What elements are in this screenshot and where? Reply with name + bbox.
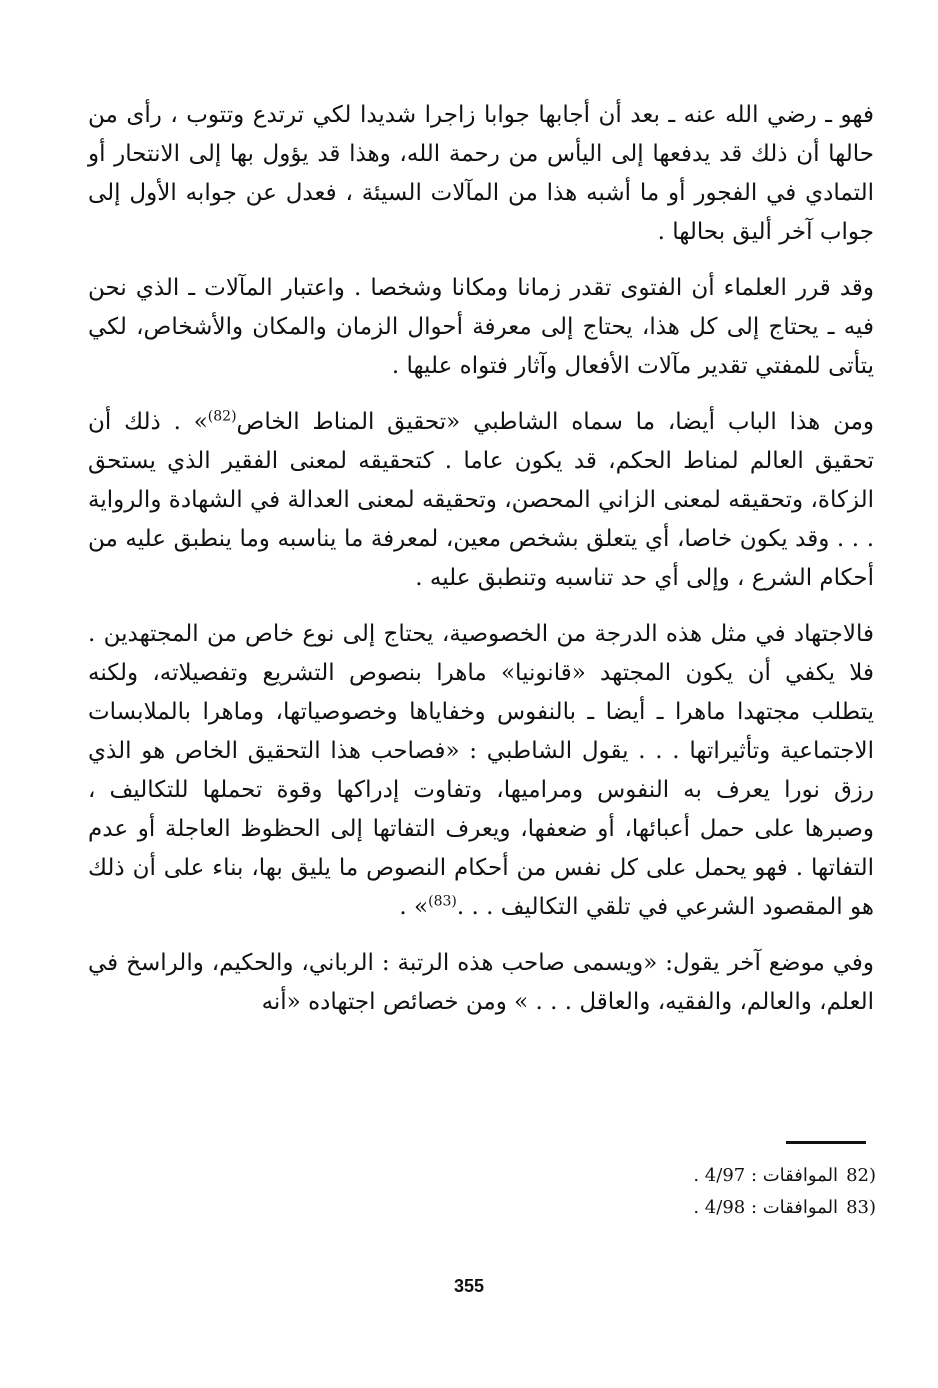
paragraph-5: وفي موضع آخر يقول: «ويسمى صاحب هذه الرتبة : الرباني، والحكيم، والراسخ في العلم، والعالم، والفقيه، والعاقل . . . » ومن خصائص اجتهاده «أنه: [88, 950, 874, 1015]
page-number: 355: [453, 1276, 485, 1296]
footnote-83: [500, 1192, 876, 1224]
paragraph-2: وقد قرر العلماء أن الفتوى تقدر زمانا ومكانا وشخصا . واعتبار المآلات ـ الذي نحن فيه ـ يحتاج إلى كل هذا، يحتاج إلى معرفة أحوال الزمان والمكان والأشخاص، لكي يتأتى للمفتي تقدير مآلات الأفعال وآثار فتواه عليها .: [88, 275, 874, 379]
paragraph-1: فهو ـ رضي الله عنه ـ بعد أن أجابها جوابا زاجرا شديدا لكي ترتدع وتتوب ، رأى من حالها أن ذلك قد يدفعها إلى اليأس من رحمة الله، وهذا قد يؤول بها إلى الانتحار أو التمادي في الفجور أو ما أشبه هذا من المآلات السيئة ، فعدل عن جوابه الأول إلى جواب آخر أليق بحالها .: [88, 102, 874, 245]
footnote-number: 82): [846, 1165, 876, 1186]
footnote-number: 83): [846, 1197, 876, 1218]
footnote-ref-83: (83): [428, 893, 457, 910]
footnote-82: [500, 1160, 876, 1192]
footnote-text: الموافقات : 4/97 .: [693, 1165, 839, 1186]
paragraph-4: فالاجتهاد في مثل هذه الدرجة من الخصوصية، يحتاج إلى نوع خاص من المجتهدين . فلا يكفي أن يكون المجتهد «قانونيا» ماهرا بنصوص التشريع وتفصيلاته، ولكنه يتطلب مجتهدا ماهرا ـ أيضا ـ بالنفوس وخفاياها وخصوصياتها، وماهرا بالملابسات الاجتماعية وتأثيراتها . . . يقول الشاطبي : «فصاحب هذا التحقيق الخاص هو الذي رزق نورا يعرف به النفوس ومراميها، وتفاوت إدراكها وقوة تحملها للتكاليف ، وصبرها على حمل أعبائها، أو ضعفها، ويعرف التفاتها إلى الحظوظ العاجلة أو عدم التفاتها . فهو يحمل على كل نفس من أحكام النصوص ما يليق بها، بناء على أن ذلك هو المقصود الشرعي في تلقي التكاليف . . .$^{(83)}$» .: [88, 621, 874, 920]
footnote-divider: [786, 1141, 866, 1144]
footnotes: [500, 1160, 876, 1224]
footnote-ref-82: (82): [207, 408, 237, 425]
paragraph-3: ومن هذا الباب أيضا، ما سماه الشاطبي «تحقيق المناط الخاص$^{(82)}$» . ذلك أن تحقيق العالم لمناط الحكم، قد يكون عاما . كتحقيقه لمعنى الفقير الذي يستحق الزكاة، وتحقيقه لمعنى الزاني المحصن، وتحقيقه لمعنى العدالة في الشهادة والرواية . . . وقد يكون خاصا، أي يتعلق بشخص معين، لمعرفة ما يناسبه وما ينطبق عليه من أحكام الشرع ، وإلى أي حد تناسبه وتنطبق عليه .: [88, 408, 875, 591]
footnote-text: الموافقات : 4/98 .: [693, 1197, 839, 1218]
page-body: [88, 96, 874, 1039]
